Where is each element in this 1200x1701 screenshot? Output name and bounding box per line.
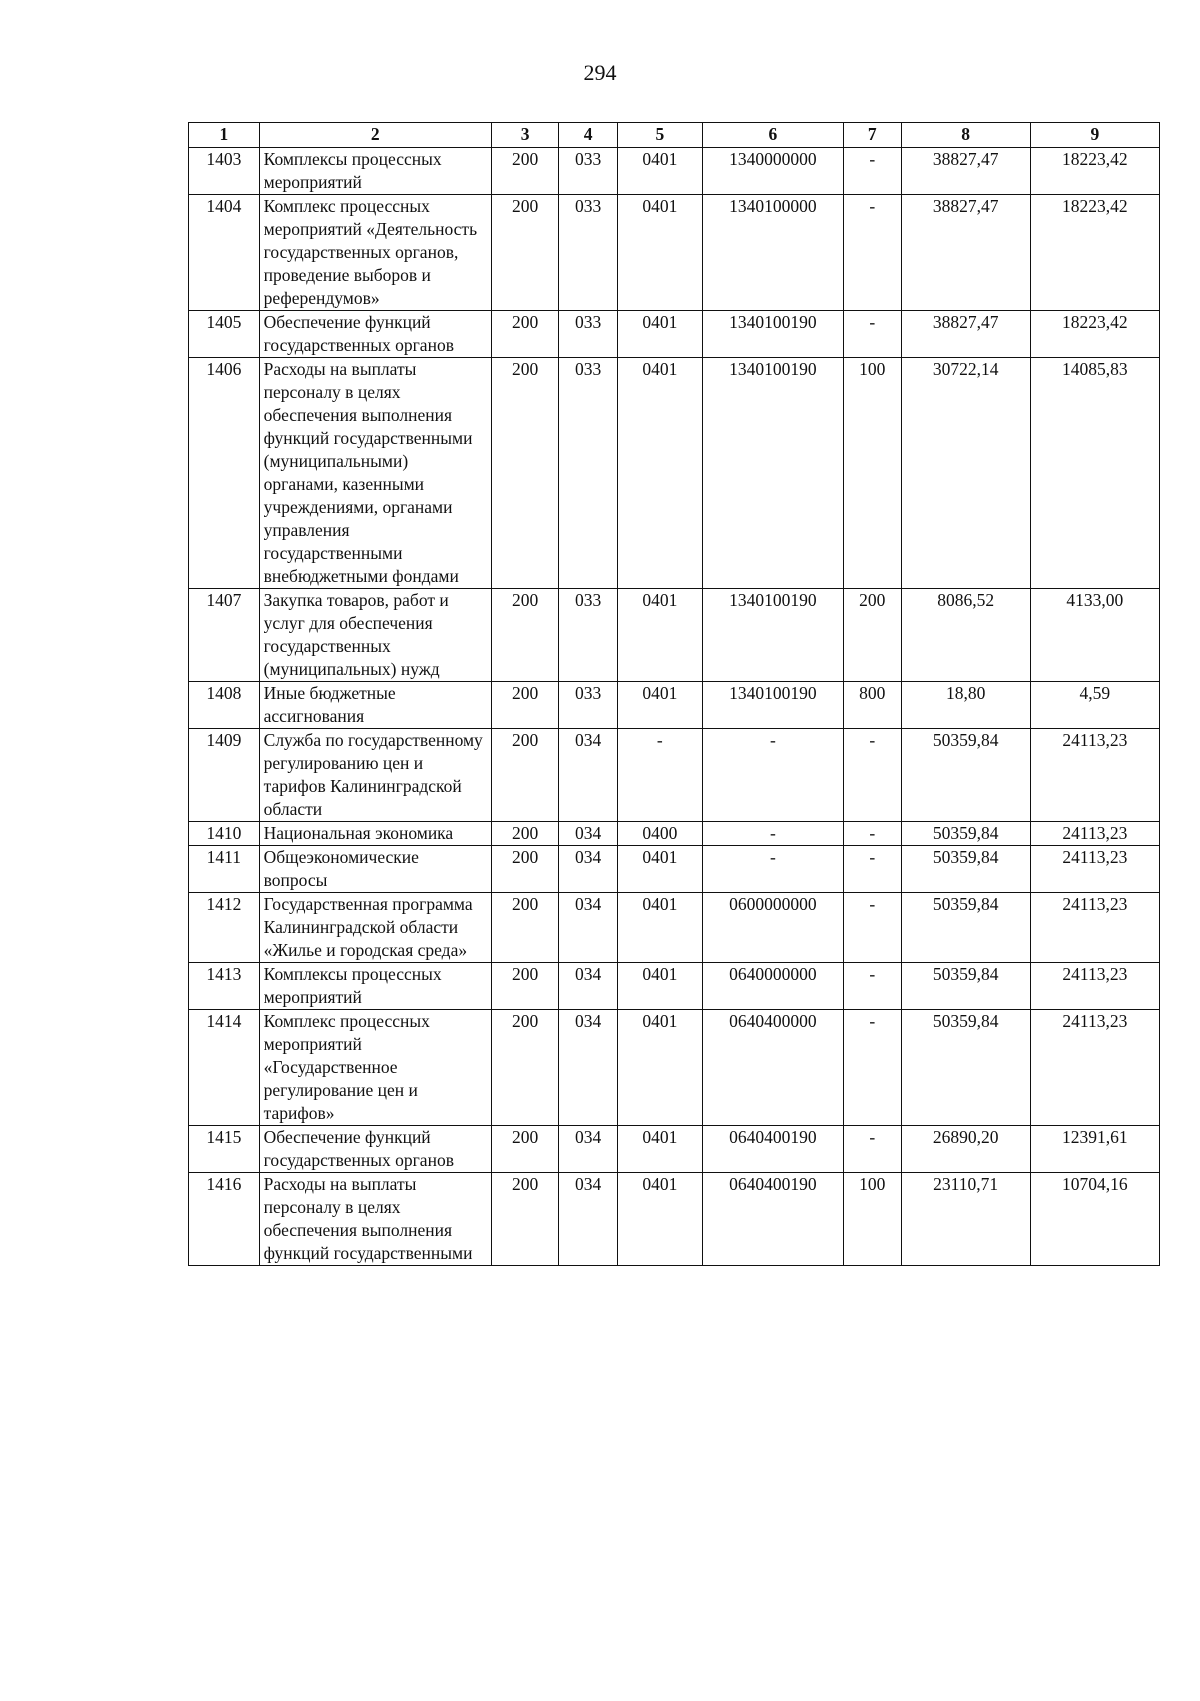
cell-code-col-3: 200 — [491, 1173, 559, 1266]
cell-section-code: 0401 — [617, 148, 702, 195]
budget-table — [188, 122, 1160, 1266]
cell-row-number: 1410 — [189, 822, 260, 846]
cell-expense-type: - — [844, 963, 902, 1010]
cell-item-name: Комплекс процессных мероприятий «Деятельность государственных органов, проведение выборов и референдумов» — [259, 195, 491, 311]
cell-amount-col-8: 38827,47 — [901, 311, 1030, 358]
cell-code-col-4: 033 — [559, 311, 618, 358]
cell-item-name: Служба по государственному регулированию цен и тарифов Калининградской области — [259, 729, 491, 822]
cell-amount-col-9: 24113,23 — [1030, 963, 1159, 1010]
cell-amount-col-9: 24113,23 — [1030, 822, 1159, 846]
header-col-5: 5 — [617, 123, 702, 148]
cell-section-code: 0401 — [617, 682, 702, 729]
cell-expense-type: 800 — [844, 682, 902, 729]
cell-target-code: - — [702, 846, 843, 893]
cell-expense-type: - — [844, 822, 902, 846]
table-row — [189, 311, 1160, 358]
table-row — [189, 822, 1160, 846]
cell-amount-col-9: 18223,42 — [1030, 311, 1159, 358]
table-row — [189, 846, 1160, 893]
cell-amount-col-9: 24113,23 — [1030, 1010, 1159, 1126]
cell-section-code: 0401 — [617, 1010, 702, 1126]
cell-expense-type: - — [844, 729, 902, 822]
header-col-7: 7 — [844, 123, 902, 148]
table-row — [189, 729, 1160, 822]
cell-code-col-3: 200 — [491, 822, 559, 846]
cell-target-code: 1340100190 — [702, 358, 843, 589]
table-row — [189, 963, 1160, 1010]
cell-code-col-3: 200 — [491, 729, 559, 822]
cell-amount-col-8: 50359,84 — [901, 729, 1030, 822]
cell-target-code: 1340100000 — [702, 195, 843, 311]
cell-row-number: 1407 — [189, 589, 260, 682]
cell-target-code: 0640400190 — [702, 1126, 843, 1173]
table-row — [189, 682, 1160, 729]
cell-amount-col-9: 18223,42 — [1030, 148, 1159, 195]
cell-expense-type: - — [844, 195, 902, 311]
cell-target-code: 1340100190 — [702, 682, 843, 729]
table-row — [189, 148, 1160, 195]
cell-amount-col-8: 18,80 — [901, 682, 1030, 729]
cell-amount-col-8: 38827,47 — [901, 195, 1030, 311]
cell-expense-type: - — [844, 1126, 902, 1173]
cell-item-name: Закупка товаров, работ и услуг для обеспечения государственных (муниципальных) нужд — [259, 589, 491, 682]
cell-expense-type: - — [844, 311, 902, 358]
cell-code-col-3: 200 — [491, 682, 559, 729]
cell-code-col-4: 034 — [559, 963, 618, 1010]
cell-code-col-3: 200 — [491, 358, 559, 589]
cell-item-name: Обеспечение функций государственных органов — [259, 311, 491, 358]
cell-amount-col-9: 4,59 — [1030, 682, 1159, 729]
cell-section-code: - — [617, 729, 702, 822]
cell-amount-col-8: 8086,52 — [901, 589, 1030, 682]
cell-code-col-4: 034 — [559, 729, 618, 822]
cell-amount-col-9: 14085,83 — [1030, 358, 1159, 589]
header-col-4: 4 — [559, 123, 618, 148]
cell-amount-col-8: 50359,84 — [901, 846, 1030, 893]
cell-target-code: 0600000000 — [702, 893, 843, 963]
cell-code-col-3: 200 — [491, 1126, 559, 1173]
cell-code-col-4: 033 — [559, 148, 618, 195]
cell-amount-col-8: 23110,71 — [901, 1173, 1030, 1266]
table-row — [189, 1173, 1160, 1266]
cell-expense-type: - — [844, 893, 902, 963]
cell-row-number: 1412 — [189, 893, 260, 963]
cell-item-name: Расходы на выплаты персоналу в целях обеспечения выполнения функций государственными — [259, 1173, 491, 1266]
cell-section-code: 0401 — [617, 846, 702, 893]
cell-amount-col-8: 30722,14 — [901, 358, 1030, 589]
cell-amount-col-9: 24113,23 — [1030, 893, 1159, 963]
cell-row-number: 1416 — [189, 1173, 260, 1266]
cell-code-col-3: 200 — [491, 1010, 559, 1126]
table-row — [189, 1126, 1160, 1173]
cell-row-number: 1406 — [189, 358, 260, 589]
cell-section-code: 0401 — [617, 311, 702, 358]
table-body — [189, 148, 1160, 1266]
cell-item-name: Расходы на выплаты персоналу в целях обеспечения выполнения функций государственными (муниципальными) органами, казенными учреждениями, органами управления государственными внебюджетными фондами — [259, 358, 491, 589]
cell-row-number: 1405 — [189, 311, 260, 358]
cell-target-code: 1340000000 — [702, 148, 843, 195]
cell-section-code: 0401 — [617, 893, 702, 963]
cell-item-name: Общеэкономические вопросы — [259, 846, 491, 893]
cell-row-number: 1414 — [189, 1010, 260, 1126]
cell-code-col-4: 034 — [559, 822, 618, 846]
cell-amount-col-8: 50359,84 — [901, 1010, 1030, 1126]
table-row — [189, 195, 1160, 311]
cell-target-code: - — [702, 729, 843, 822]
cell-amount-col-9: 18223,42 — [1030, 195, 1159, 311]
cell-section-code: 0401 — [617, 358, 702, 589]
cell-target-code: 1340100190 — [702, 589, 843, 682]
cell-code-col-3: 200 — [491, 148, 559, 195]
cell-item-name: Государственная программа Калининградской области «Жилье и городская среда» — [259, 893, 491, 963]
cell-row-number: 1404 — [189, 195, 260, 311]
cell-amount-col-9: 24113,23 — [1030, 729, 1159, 822]
cell-target-code: 1340100190 — [702, 311, 843, 358]
cell-section-code: 0401 — [617, 1126, 702, 1173]
cell-target-code: 0640400190 — [702, 1173, 843, 1266]
cell-amount-col-9: 12391,61 — [1030, 1126, 1159, 1173]
cell-code-col-4: 033 — [559, 682, 618, 729]
cell-expense-type: 100 — [844, 358, 902, 589]
cell-expense-type: - — [844, 1010, 902, 1126]
page-number: 294 — [583, 60, 617, 85]
cell-item-name: Комплекс процессных мероприятий «Государственное регулирование цен и тарифов» — [259, 1010, 491, 1126]
cell-code-col-4: 034 — [559, 1173, 618, 1266]
table-row — [189, 893, 1160, 963]
header-col-1: 1 — [189, 123, 260, 148]
cell-amount-col-9: 24113,23 — [1030, 846, 1159, 893]
header-col-9: 9 — [1030, 123, 1159, 148]
cell-amount-col-8: 38827,47 — [901, 148, 1030, 195]
cell-section-code: 0401 — [617, 1173, 702, 1266]
cell-row-number: 1409 — [189, 729, 260, 822]
header-col-8: 8 — [901, 123, 1030, 148]
cell-code-col-3: 200 — [491, 893, 559, 963]
cell-code-col-3: 200 — [491, 195, 559, 311]
cell-target-code: 0640400000 — [702, 1010, 843, 1126]
cell-code-col-4: 033 — [559, 358, 618, 589]
header-col-3: 3 — [491, 123, 559, 148]
cell-amount-col-9: 10704,16 — [1030, 1173, 1159, 1266]
cell-row-number: 1403 — [189, 148, 260, 195]
cell-section-code: 0401 — [617, 589, 702, 682]
table-row — [189, 589, 1160, 682]
cell-amount-col-9: 4133,00 — [1030, 589, 1159, 682]
cell-code-col-3: 200 — [491, 589, 559, 682]
cell-row-number: 1408 — [189, 682, 260, 729]
cell-item-name: Иные бюджетные ассигнования — [259, 682, 491, 729]
cell-code-col-3: 200 — [491, 963, 559, 1010]
cell-code-col-4: 034 — [559, 1126, 618, 1173]
table-row — [189, 1010, 1160, 1126]
cell-amount-col-8: 50359,84 — [901, 893, 1030, 963]
cell-code-col-4: 034 — [559, 846, 618, 893]
cell-section-code: 0401 — [617, 195, 702, 311]
cell-row-number: 1415 — [189, 1126, 260, 1173]
cell-item-name: Комплексы процессных мероприятий — [259, 963, 491, 1010]
cell-code-col-3: 200 — [491, 311, 559, 358]
table-row — [189, 358, 1160, 589]
cell-code-col-3: 200 — [491, 846, 559, 893]
cell-item-name: Обеспечение функций государственных органов — [259, 1126, 491, 1173]
cell-target-code: 0640000000 — [702, 963, 843, 1010]
header-col-2: 2 — [259, 123, 491, 148]
cell-section-code: 0401 — [617, 963, 702, 1010]
cell-expense-type: - — [844, 846, 902, 893]
cell-expense-type: 200 — [844, 589, 902, 682]
cell-amount-col-8: 50359,84 — [901, 822, 1030, 846]
cell-code-col-4: 033 — [559, 589, 618, 682]
cell-item-name: Комплексы процессных мероприятий — [259, 148, 491, 195]
header-col-6: 6 — [702, 123, 843, 148]
cell-section-code: 0400 — [617, 822, 702, 846]
cell-code-col-4: 033 — [559, 195, 618, 311]
cell-amount-col-8: 50359,84 — [901, 963, 1030, 1010]
cell-row-number: 1413 — [189, 963, 260, 1010]
cell-code-col-4: 034 — [559, 1010, 618, 1126]
cell-code-col-4: 034 — [559, 893, 618, 963]
cell-amount-col-8: 26890,20 — [901, 1126, 1030, 1173]
cell-expense-type: - — [844, 148, 902, 195]
cell-target-code: - — [702, 822, 843, 846]
cell-expense-type: 100 — [844, 1173, 902, 1266]
table-header-row — [189, 123, 1160, 148]
cell-item-name: Национальная экономика — [259, 822, 491, 846]
cell-row-number: 1411 — [189, 846, 260, 893]
